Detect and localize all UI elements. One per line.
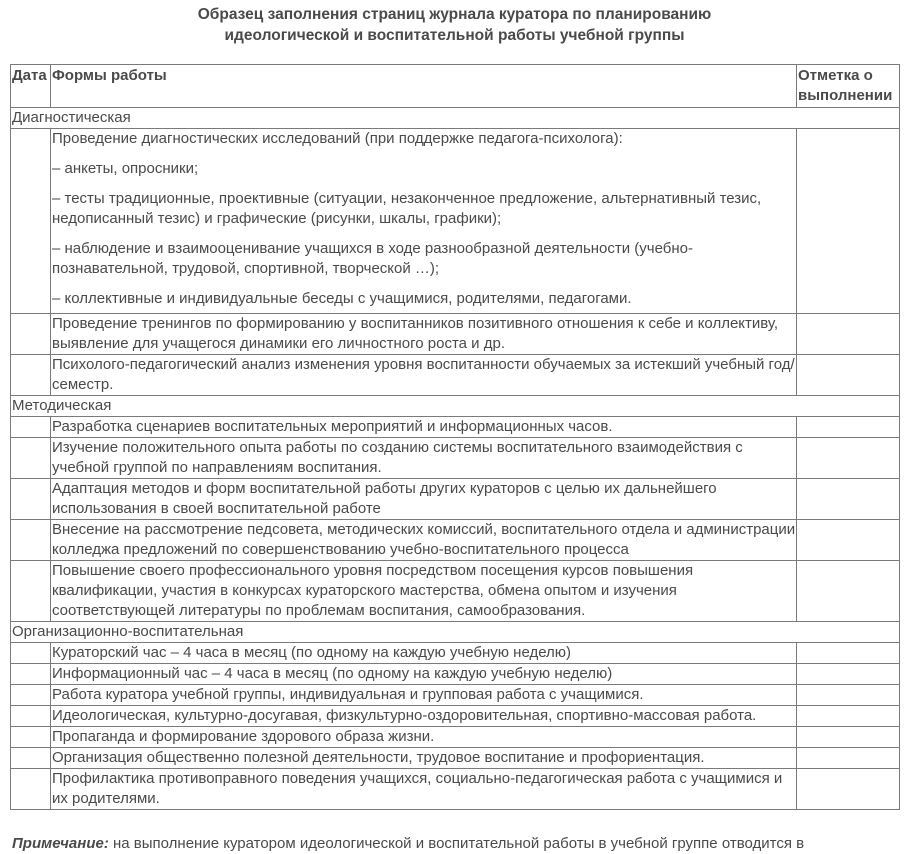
completion-mark-cell[interactable] [797,561,900,622]
table-header-row [11,65,900,108]
work-form-text: Организация общественно полезной деятельности, трудовое воспитание и профориентация. [52,749,705,766]
completion-mark-cell[interactable] [797,355,900,396]
table-row [11,355,900,396]
date-cell[interactable] [11,129,51,314]
completion-mark-cell[interactable] [797,520,900,561]
date-cell[interactable] [11,355,51,396]
table-row [11,643,900,664]
completion-mark-cell[interactable] [797,479,900,520]
document-title [0,4,909,46]
date-cell[interactable] [11,748,51,769]
table-row [11,769,900,810]
table-row [11,479,900,520]
completion-mark-cell[interactable] [797,438,900,479]
completion-mark-cell[interactable] [797,706,900,727]
completion-mark-cell[interactable] [797,417,900,438]
completion-mark-cell[interactable] [797,769,900,810]
work-form-text: Изучение положительного опыта работы по созданию системы воспитательного взаимодействия с учебной группой по направлениям воспитания. [52,439,743,476]
section-heading: Методическая [11,396,900,417]
note [12,834,902,854]
date-cell[interactable] [11,643,51,664]
work-form-subitem: – наблюдение и взаимооценивание учащихся в ходе разнообразной деятельности (учебно-познавательной, трудовой, спортивной, творческой …); [52,240,694,277]
table-row [11,129,900,314]
section-row [11,108,900,129]
date-cell[interactable] [11,479,51,520]
section-row [11,396,900,417]
work-form-text: Психолого-педагогический анализ изменения уровня воспитанности обучаемых за истекший учебный год/семестр. [52,356,795,393]
work-form-text: Кураторский час – 4 часа в месяц (по одному на каждую учебную неделю) [52,644,572,661]
work-form-cell [51,417,797,438]
section-heading: Диагностическая [11,108,900,129]
work-form-cell [51,769,797,810]
section-heading: Организационно-воспитательная [11,622,900,643]
work-form-cell [51,520,797,561]
table-row [11,685,900,706]
title-line-1: Образец заполнения страниц журнала куратора по планированию [197,6,712,23]
work-form-text: Идеологическая, культурно-досугавая, физкультурно-оздоровительная, спортивно-массовая работа. [52,707,757,724]
work-form-text: Работа куратора учебной группы, индивидуальная и групповая работа с учащимися. [52,686,644,703]
work-form-subitem: – коллективные и индивидуальные беседы с учащимися, родителями, педагогами. [52,290,632,307]
table-row [11,314,900,355]
work-form-cell [51,643,797,664]
completion-mark-cell[interactable] [797,314,900,355]
date-cell[interactable] [11,417,51,438]
work-form-text: Пропаганда и формирование здорового образа жизни. [52,728,435,745]
column-header-date: Дата [11,65,51,108]
table-row [11,417,900,438]
work-form-cell [51,355,797,396]
date-cell[interactable] [11,664,51,685]
date-cell[interactable] [11,561,51,622]
date-cell[interactable] [11,769,51,810]
table-row [11,438,900,479]
section-row [11,622,900,643]
date-cell[interactable] [11,706,51,727]
work-form-cell [51,561,797,622]
work-form-cell [51,314,797,355]
note-label: Примечание: [12,835,109,852]
work-form-cell [51,685,797,706]
work-form-cell [51,479,797,520]
work-form-subitem: – анкеты, опросники; [52,160,199,177]
table-row [11,664,900,685]
table-body [11,108,900,810]
completion-mark-cell[interactable] [797,727,900,748]
work-form-text: Разработка сценариев воспитательных мероприятий и информационных часов. [52,418,613,435]
date-cell[interactable] [11,685,51,706]
work-form-text: Профилактика противоправного поведения учащихся, социально-педагогическая работа с учащимися и их родителями. [52,770,783,807]
completion-mark-cell[interactable] [797,664,900,685]
note-text: на выполнение куратором идеологической и воспитательной работы в учебной группе отводится в [108,835,805,852]
completion-mark-cell[interactable] [797,129,900,314]
work-form-cell [51,438,797,479]
work-form-cell [51,664,797,685]
table-row [11,727,900,748]
table-row [11,748,900,769]
column-header-forms: Формы работы [51,65,797,108]
column-header-mark: Отметка о выполнении [797,65,900,108]
table-row [11,561,900,622]
work-form-cell [51,727,797,748]
work-form-text: Адаптация методов и форм воспитательной работы других кураторов с целью их дальнейшего использования в своей воспитательной работе [52,480,717,517]
work-form-subitem: – тесты традиционные, проективные (ситуации, незаконченное предложение, альтернативный тезис, недописанный тезис) и графические (рисунки, шкалы, графики); [52,190,762,227]
title-line-2: идеологической и воспитательной работы учебной группы [224,27,685,44]
date-cell[interactable] [11,727,51,748]
date-cell[interactable] [11,438,51,479]
work-form-cell [51,748,797,769]
work-form-cell [51,706,797,727]
planning-table [10,64,900,810]
date-cell[interactable] [11,520,51,561]
completion-mark-cell[interactable] [797,643,900,664]
work-form-text: Внесение на рассмотрение педсовета, методических комиссий, воспитательного отдела и администрации колледжа предложений по совершенствованию учебно-воспитательного процесса [52,521,796,558]
work-form-cell [51,129,797,314]
date-cell[interactable] [11,314,51,355]
work-form-text: Информационный час – 4 часа в месяц (по одному на каждую учебную неделю) [52,665,613,682]
table-row [11,706,900,727]
table-row [11,520,900,561]
completion-mark-cell[interactable] [797,748,900,769]
work-form-text: Повышение своего профессионального уровня посредством посещения курсов повышения квалификации, участия в конкурсах кураторского мастерства, обмена опытом и изучения соответствующей литературы по проблемам воспитания, самообразования. [52,562,694,619]
completion-mark-cell[interactable] [797,685,900,706]
work-form-text: Проведение диагностических исследований (при поддержке педагога-психолога): [52,130,623,147]
work-form-text: Проведение тренингов по формированию у воспитанников позитивного отношения к себе и коллективу, выявление для учащегося динамики его личностного роста и др. [52,315,779,352]
